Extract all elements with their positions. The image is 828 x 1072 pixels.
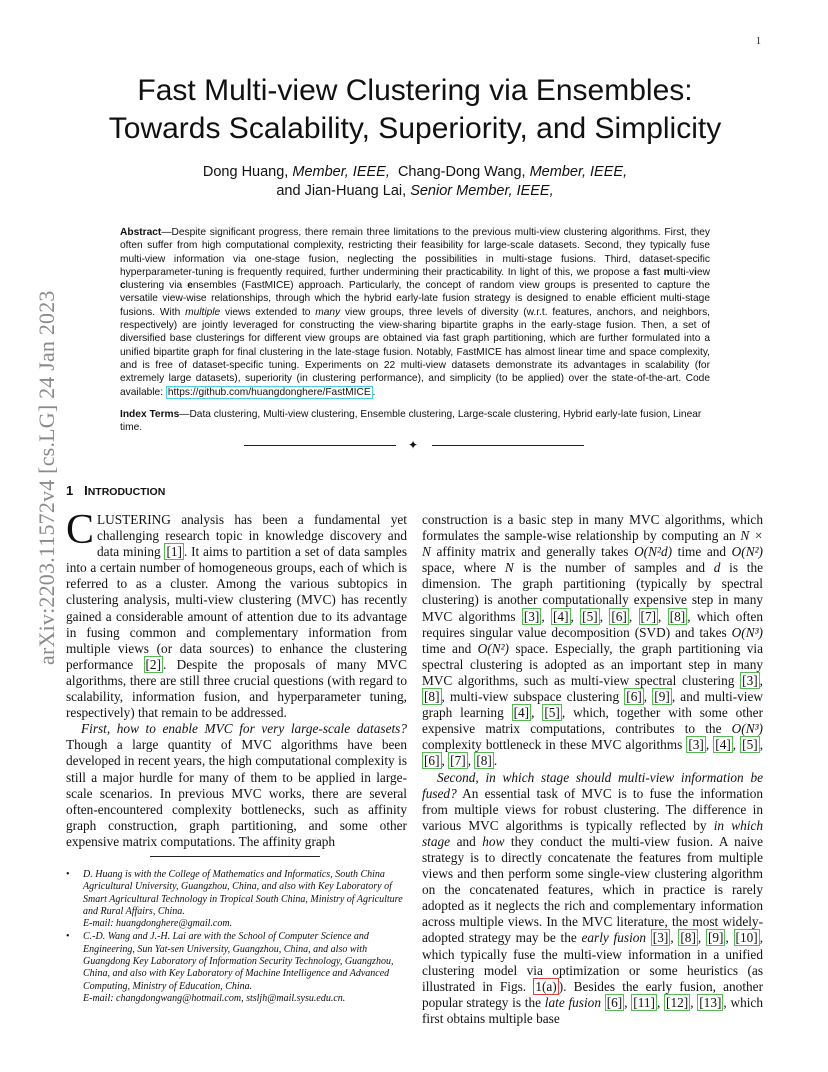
citation-link[interactable]: [7] <box>640 608 657 624</box>
italic-text: in which stage <box>422 817 763 849</box>
author-2-name: Chang-Dong Wang, <box>397 164 530 180</box>
author-3-name: and Jian-Huang Lai, <box>276 183 411 199</box>
citation-link[interactable]: [3] <box>523 608 540 624</box>
italic-text: how <box>482 833 505 849</box>
body-text: space, where <box>422 560 505 576</box>
figure-ref-link[interactable]: 1(a) <box>535 978 557 994</box>
citation-link[interactable]: [9] <box>707 930 724 946</box>
body-text: and <box>450 833 483 849</box>
body-text: An essential task of MVC is to fuse the information from multiple views for robust clustering. The difference in various MVC algorithms is typically reflected by <box>422 785 763 833</box>
math: O(N³) <box>731 721 763 737</box>
citation-link[interactable]: [3] <box>742 672 758 688</box>
index-terms-label: Index Terms <box>120 409 180 420</box>
body-text: , which often requires singular value decomposition (SVD) and takes <box>422 608 763 640</box>
left-column <box>66 507 407 850</box>
body-text: space. Especially, the graph partitioning via spectral clustering is adopted as an important step in many MVC algorithms, such as multi-view spectral clustering <box>422 640 763 688</box>
abstract-text: lustering via <box>125 280 188 292</box>
bullet-icon: • <box>66 931 70 943</box>
citation-link[interactable]: [8] <box>669 608 686 624</box>
body-text: ). Besides the early fusion, another popular strategy is the <box>422 978 764 1010</box>
footnote-item <box>66 869 407 930</box>
footnote-email: E-mail: huangdonghere@gmail.com. <box>83 918 233 930</box>
question-italic: First, how to enable MVC for very large-scale datasets? <box>81 721 407 737</box>
abstract-text: —Despite significant progress, there remain three limitations to the previous multi-view clustering algorithms. First, they often suffer from high computational complexity, restricting their feasibility for large-scale datasets. Second, they typically fuse multi-view information via one-stage fusion, neglecting the possibilities in multi-stage fusions. Third, dataset-specific hyperparameter-tuning is frequently required, further undermining their practicability. In light of this, we propose a <box>120 227 710 278</box>
smallcaps-word: LUSTERING <box>97 512 171 527</box>
footnote-email: E-mail: changdongwang@hotmail.com, stsljh@mail.sysu.edu.cn. <box>83 992 346 1004</box>
abstract-text: ast <box>646 266 664 278</box>
abstract-text: views extended to <box>220 306 316 318</box>
body-text: , and multi-view graph learning <box>422 689 764 721</box>
citation-link[interactable]: [1] <box>166 544 182 560</box>
math: N <box>504 560 514 576</box>
paragraph <box>66 507 407 721</box>
citation-link[interactable]: [8] <box>424 689 440 705</box>
abstract-bold-letter: m <box>663 266 673 278</box>
math: O(N²) <box>477 640 509 656</box>
math: O(N²d) <box>634 544 673 560</box>
bullet-icon: • <box>66 869 70 880</box>
section-heading <box>66 483 165 498</box>
page-number: 1 <box>756 36 761 47</box>
author-1-role: Member, IEEE, <box>292 164 390 180</box>
divider-diamond-icon: ✦ <box>408 438 419 452</box>
abstract-text: nsembles (FastMICE) approach. Particularly, the concept of random view groups is presented to capture the versatile view-wise relationships, through which the hybrid early-late fusion strategy is designed to enable efficient multi-stage fusions. With <box>120 280 710 318</box>
body-text: Though a large quantity of MVC algorithms have been developed in recent years, the high computational complexity is still a major hurdle for many of them to be applied in large-scale scenarios. In previous MVC works, there are several often-encountered complexity bottlenecks, such as affinity graph construction, graph partitioning, and some other expensive matrix computations. The affinity graph <box>66 737 407 849</box>
citation-link[interactable]: [12] <box>666 994 689 1010</box>
paragraph: Second, in which stage should multi-view information be fused? An essential task of MVC is to fuse the information from multiple views for robust clustering. The difference in various MVC algorithms is typically reflected by in which stage and how they conduct the multi-view fusion. A naive strategy is to directly concatenate the features from multiple views and then perform some single-view clustering algorithm on the concatenated features, which in practice is rarely adopted as it neglects the rich and complementary information across multiple views. In the MVC literature, the most widely-adopted strategy may be the early fusion [3] , [8] , [9] , [10] , which typically fuse the multi-view information in a unified clustering model via optimization or some heuristics (as illustrated in Figs. 1(a) ). Besides the early fusion, another popular strategy is the late fusion [6] , [11] , [12] , [13] , which first obtains multiple base <box>422 769 764 1026</box>
paragraph <box>66 721 407 850</box>
citation-link[interactable]: [4] <box>553 608 569 624</box>
body-text: , which first obtains multiple base <box>422 994 763 1026</box>
paper-title <box>60 72 770 148</box>
author-1-name: Dong Huang, <box>202 164 293 180</box>
dropcap-letter: C <box>66 507 95 553</box>
math: O(N²) <box>731 544 763 560</box>
author-list <box>100 163 730 201</box>
abstract-text: ulti-v <box>672 266 695 278</box>
citation-link[interactable]: [10] <box>735 930 758 946</box>
footnotes <box>66 869 407 1006</box>
body-text: , multi-view subspace clustering <box>441 689 625 705</box>
author-3-role: Senior Member, IEEE, <box>410 183 554 199</box>
citation-link[interactable]: [2] <box>145 656 162 672</box>
body-text: is the number of samples and <box>513 560 714 576</box>
code-url-link[interactable]: https://github.com/huangdonghere/FastMICE <box>167 386 371 398</box>
citation-link[interactable]: [4] <box>513 705 530 721</box>
body-text: construction is a basic step in many MVC algorithms, which formulates the sample-wise relationship by computing an <box>422 512 763 544</box>
question-italic: Second, in which stage should multi-view information be fused? <box>422 769 763 801</box>
body-text: , which typically fuse the multi-view information in a unified clustering model via optimization or some heuristics (as illustrated in Figs. <box>422 930 764 994</box>
citation-link[interactable]: [13] <box>699 994 722 1010</box>
body-text: complexity bottleneck in these MVC algorithms <box>422 737 687 753</box>
abstract <box>120 226 710 399</box>
citation-link[interactable]: [5] <box>544 705 560 721</box>
citation-link[interactable]: [11] <box>633 994 655 1010</box>
body-text: analysis has been a fundamental yet challenging research topic in knowledge discovery and data mining <box>97 512 407 560</box>
footnote-text: D. Huang is with the College of Mathematics and Informatics, South China Agricultural University, Guangzhou, China, and also with Key Laboratory of Smart Agricultural Technology in Tropical South China, Ministry of Agriculture and Rural Affairs, China. <box>83 869 403 917</box>
index-terms-text: —Data clustering, Multi-view clustering, Ensemble clustering, Large-scale clustering, Hybrid early-late fusion, Linear time. <box>120 409 702 434</box>
citation-link[interactable]: [6] <box>606 994 623 1010</box>
section-number: 1 <box>66 483 74 498</box>
footnote-item <box>66 931 407 1005</box>
abstract-text: ew <box>696 266 711 278</box>
citation-link[interactable]: [7] <box>450 753 466 769</box>
index-terms <box>120 408 710 435</box>
title-line-1: Fast Multi-view Clustering via Ensembles: <box>137 74 693 107</box>
citation-link[interactable]: [4] <box>715 737 731 753</box>
math: N × N <box>422 528 763 560</box>
abstract-italic: multiple <box>185 306 221 318</box>
body-text: time and <box>672 544 732 560</box>
italic-text: early fusion <box>581 930 647 946</box>
footnote-rule <box>150 856 320 857</box>
body-text: time and <box>422 640 478 656</box>
citation-link[interactable]: [3] <box>652 930 669 946</box>
citation-link[interactable]: [8] <box>476 753 492 769</box>
section-title-initial: I <box>84 483 88 498</box>
divider-rule-left <box>244 445 396 446</box>
title-line-2: Towards Scalability, Superiority, and Simplicity <box>108 112 722 145</box>
abstract-bold-letter: i <box>694 266 697 278</box>
citation-link[interactable]: [9] <box>654 689 670 705</box>
body-text: . Despite the proposals of many MVC algorithms, there are still three crucial questions (with regard to scalability, information fusion, and hyperparameter tuning, respectively) that remain to be addressed. <box>66 656 407 721</box>
abstract-bold-letter: c <box>120 280 126 292</box>
citation-link[interactable]: [6] <box>424 753 440 769</box>
paragraph: construction is a basic step in many MVC algorithms, which formulates the sample-wise relationship by computing an N × N affinity matrix and generally takes O(N²d) time and O(N²) space, where N is the number of samples and d is the dimension. The graph partitioning (typically by spectral clustering) is another computationally expensive step in many MVC algorithms [3] , [4] , [5] , [6] , [7] , [8] , which often requires singular value decomposition (SVD) and takes O(N³) time and O(N²) space. Especially, the graph partitioning via spectral clustering is adopted as an important step in many MVC algorithms, such as multi-view spectral clustering [3] , [8] , multi-view subspace clustering [6] , [9] , and multi-view graph learning [4] , [5] , which, together with some other expensive matrix computations, contributes to the O(N³) complexity bottleneck in these MVC algorithms [3] , [4] , [5] , [6] , [7] , [8] . <box>422 512 764 769</box>
section-title-rest: NTRODUCTION <box>87 486 166 498</box>
citation-link[interactable]: [3] <box>688 737 704 753</box>
abstract-label: Abstract <box>120 227 162 238</box>
divider-rule-right <box>432 445 584 446</box>
abstract-text: view groups, three levels of diversity (w.r.t. features, anchors, and neighbors, respectively) are jointly leveraged for constructing the view-sharing bipartite graphs in the early-stage fusion. Then, a set of diversified base clusterings for different view groups are obtained via fast graph partitioning, which are further formulated into a unified bipartite graph for final clustering in the late-stage fusion. Notably, FastMICE has almost linear time and space complexity, and is free of dataset-specific tuning. Experiments on 22 multi-view datasets demonstrate its advantages in scalability (for extremely large datasets), superiority (in clustering performance), and simplicity (to be applied) over the state-of-the-art. Code available: <box>120 306 710 398</box>
abstract-italic: many <box>315 306 341 318</box>
body-text: . It aims to partition a set of data samples into a certain number of homogeneous groups, each of which is referred to as a cluster. Among the various subtopics in clustering analysis, multi-view clustering (MVC) has recently gained a considerable amount of attention due to its advantage in fusing common and complementary information from multiple views (or data sources) to enhance the clustering performance <box>66 544 407 672</box>
citation-link[interactable]: [6] <box>626 689 642 705</box>
abstract-bold-letter: e <box>187 280 193 292</box>
body-text: affinity matrix and generally takes <box>430 544 635 560</box>
math: O(N³) <box>731 624 763 640</box>
arxiv-identifier-stamp[interactable]: arXiv:2203.11572v4 [cs.LG] 24 Jan 2023 <box>34 290 59 665</box>
body-text: is the dimension. The graph partitioning (typically by spectral clustering) is another computationally expensive step in many MVC algorithms <box>422 560 764 624</box>
citation-link[interactable]: [5] <box>582 608 598 624</box>
footnote-text: C.-D. Wang and J.-H. Lai are with the School of Computer Science and Engineering, Sun Yat-sen University, Guangzhou, China, and also with Guangdong Key Laboratory of Information Security Technology, Guangzhou, China, and also with Key Laboratory of Machine Intelligence and Advanced Computing, Ministry of Education, China. <box>83 931 394 992</box>
math: d <box>713 560 721 576</box>
citation-link[interactable]: [5] <box>742 737 758 753</box>
body-text: , which, together with some other expensive matrix computations, contributes to the <box>422 705 764 737</box>
citation-link[interactable]: [6] <box>611 608 627 624</box>
abstract-bold-letter: f <box>642 266 647 278</box>
abstract-text: . <box>372 386 376 398</box>
italic-text: late fusion <box>544 994 601 1010</box>
citation-link[interactable]: [8] <box>680 930 696 946</box>
body-text: they conduct the multi-view fusion. A naive strategy is to directly concatenate the features from multiple views and then perform some single-view clustering algorithm on the concatenated features, which in practice is rarely adopted as it neglects the rich and complementary information across multiple views. In the MVC literature, the most widely-adopted strategy may be the <box>422 833 763 946</box>
author-2-role: Member, IEEE, <box>529 164 628 180</box>
section-divider <box>244 438 584 452</box>
right-column <box>422 512 763 1027</box>
